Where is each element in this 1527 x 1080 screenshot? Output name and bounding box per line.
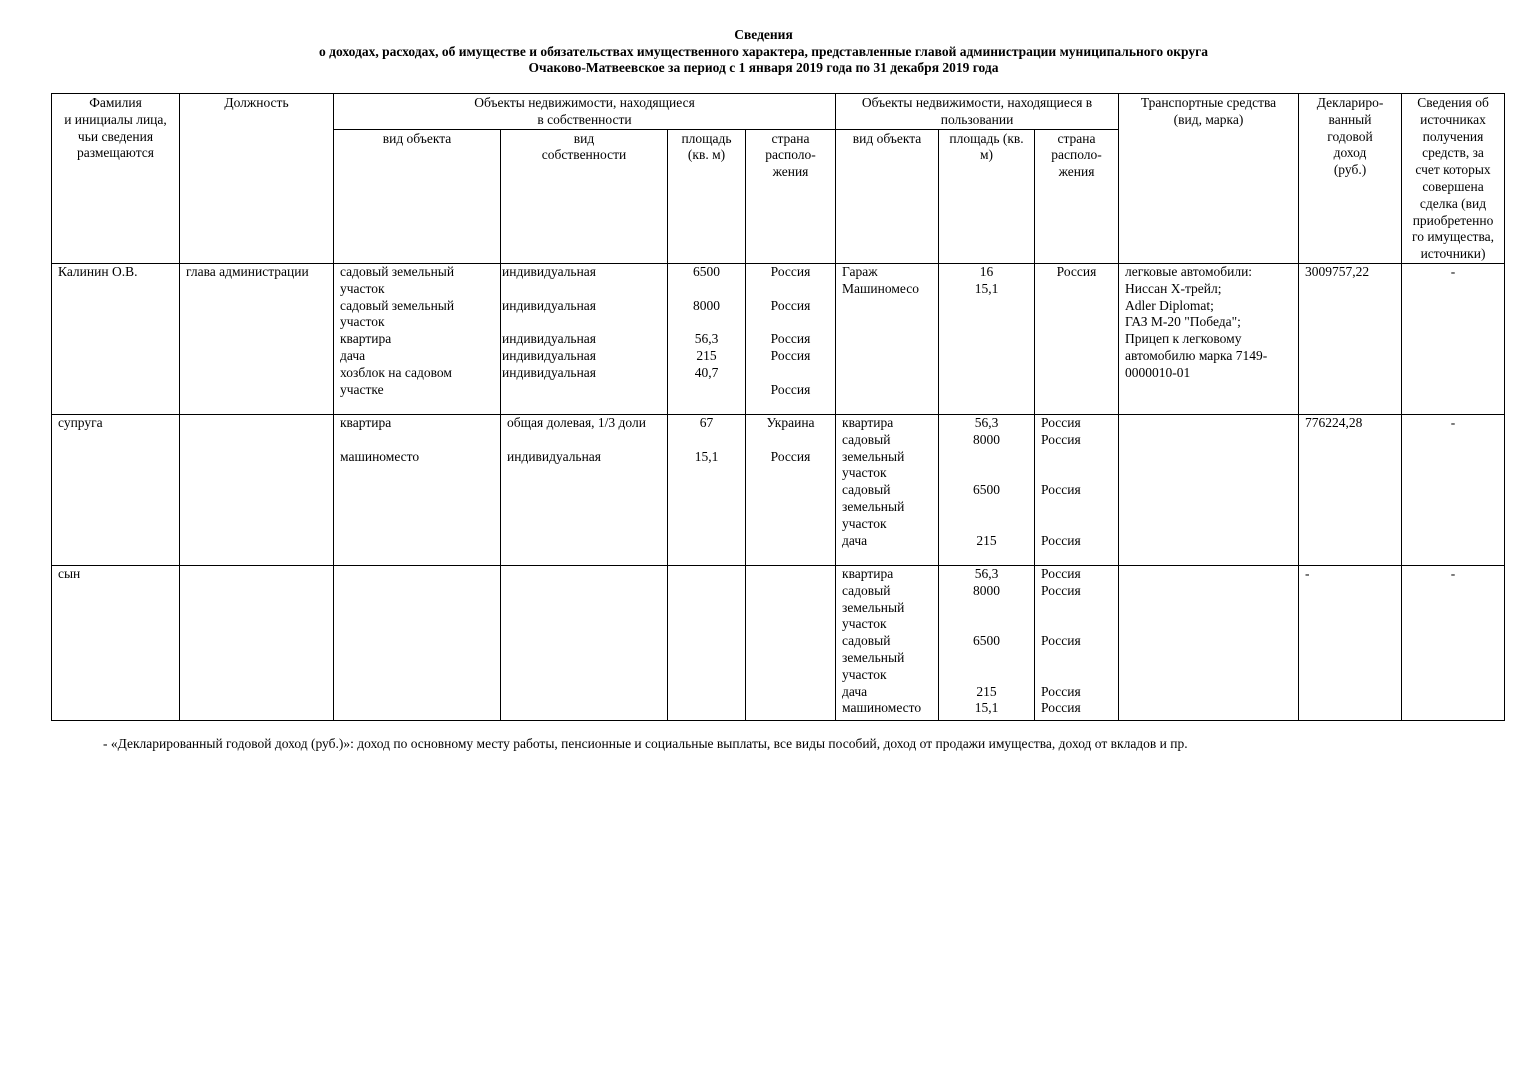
cell-line: квартира — [842, 414, 894, 430]
cell-line: Россия — [1041, 633, 1081, 649]
cell-line: индивидуальная — [502, 297, 597, 313]
cell-line: участок — [842, 515, 887, 531]
title-line-2: о доходах, расходах, об имуществе и обязательствах имущественного характера, представленные главой администрации муниципального округа — [319, 43, 1208, 59]
cell-line: площадь (кв. — [949, 130, 1024, 146]
cell-line: Россия — [770, 381, 811, 397]
cell-line: 56,3 — [694, 331, 719, 347]
cell-line: садовый земельный — [340, 297, 455, 313]
cell-line — [945, 616, 1028, 633]
cell-used-country — [1035, 263, 1119, 414]
cell-owned-type — [334, 414, 501, 565]
cell-line: квартира — [842, 565, 894, 581]
cell-line: в собственности — [537, 111, 632, 127]
cell-line — [752, 365, 829, 382]
cell-line: Россия — [1041, 565, 1081, 581]
cell-line: земельный — [842, 599, 905, 615]
cell-owned-type — [334, 565, 501, 720]
cell-line: м) — [979, 147, 994, 163]
cell-line — [1041, 499, 1112, 516]
cell-income: - — [1299, 565, 1402, 720]
cell-line — [1041, 600, 1112, 617]
header-used-group — [836, 94, 1119, 130]
cell-line: страна — [771, 130, 810, 146]
cell-line: индивидуальная — [502, 263, 597, 279]
cell-line — [674, 314, 739, 331]
cell-line: индивидуальная — [502, 331, 597, 347]
header-used-country — [1035, 129, 1119, 263]
cell-line: жения — [1058, 164, 1095, 180]
cell-line: располо- — [1051, 147, 1102, 163]
cell-line: садовый — [842, 582, 891, 598]
cell-line: Россия — [1041, 482, 1081, 498]
cell-line — [674, 281, 739, 298]
cell-line: участок — [842, 465, 887, 481]
cell-name: сын — [52, 565, 180, 720]
header-owned-country — [746, 129, 836, 263]
header-sources — [1402, 94, 1505, 264]
cell-line — [945, 499, 1028, 516]
cell-line: размещаются — [77, 145, 154, 161]
cell-line — [752, 281, 829, 298]
cell-line: Adler Diplomat; — [1125, 297, 1214, 313]
cell-line — [507, 432, 661, 449]
cell-line — [945, 449, 1028, 466]
table-row — [52, 565, 1505, 720]
cell-line: счет которых — [1415, 162, 1491, 178]
cell-line: дача — [842, 683, 868, 699]
table-body — [52, 263, 1505, 720]
cell-position — [180, 414, 334, 565]
cell-line: земельный — [842, 649, 905, 665]
cell-line — [1041, 616, 1112, 633]
cell-line: Украина — [766, 414, 815, 430]
cell-line: садовый земельный — [340, 263, 455, 279]
cell-line: 6500 — [693, 263, 720, 279]
cell-line: Россия — [770, 448, 811, 464]
cell-line: Транспортные средства — [1140, 95, 1277, 110]
cell-line — [945, 650, 1028, 667]
cell-line — [502, 281, 661, 298]
cell-line — [1041, 667, 1112, 684]
header-owned-ownership — [501, 129, 668, 263]
cell-line: Прицеп к легковому — [1125, 331, 1242, 347]
cell-owned-ownership — [501, 565, 668, 720]
cell-line: Россия — [770, 347, 811, 363]
cell-position: глава администрации — [180, 263, 334, 414]
cell-line: сделка (вид — [1419, 195, 1487, 211]
cell-line: совершена — [1422, 178, 1484, 194]
declaration-table — [51, 93, 1505, 721]
cell-line: вид — [573, 130, 595, 146]
cell-line: Сведения об — [1417, 95, 1489, 110]
cell-line: земельный — [842, 448, 905, 464]
cell-line: машиноместо — [842, 700, 922, 716]
cell-line: страна — [1057, 130, 1096, 146]
cell-sources: - — [1402, 263, 1505, 414]
cell-line: собственности — [541, 147, 627, 163]
cell-vehicles — [1119, 263, 1299, 414]
cell-used-type — [836, 565, 939, 720]
cell-line: Россия — [1041, 532, 1081, 548]
cell-line: 8000 — [973, 431, 1001, 447]
cell-line — [674, 432, 739, 449]
cell-line: 15,1 — [974, 700, 999, 716]
cell-name: супруга — [52, 414, 180, 565]
cell-line: годовой — [1327, 128, 1373, 144]
cell-line: (кв. м) — [687, 147, 726, 163]
cell-line — [945, 600, 1028, 617]
cell-line: дача — [842, 532, 868, 548]
cell-line: приобретенно — [1412, 212, 1494, 228]
cell-name: Калинин О.В. — [52, 263, 180, 414]
cell-line — [1041, 449, 1112, 466]
cell-line: Россия — [1041, 700, 1081, 716]
cell-line: ГАЗ М-20 "Победа"; — [1125, 314, 1241, 330]
cell-line: дача — [340, 347, 366, 363]
cell-line — [945, 516, 1028, 533]
cell-line: получения — [1422, 128, 1484, 144]
cell-line: 6500 — [973, 482, 1001, 498]
cell-line: (вид, марка) — [1173, 111, 1244, 127]
cell-position — [180, 565, 334, 720]
cell-line — [502, 314, 661, 331]
cell-line: (руб.) — [1333, 162, 1367, 178]
cell-line — [945, 667, 1028, 684]
cell-line: 56,3 — [974, 565, 999, 581]
table-row — [52, 263, 1505, 414]
cell-line: Россия — [770, 263, 811, 279]
cell-line: садовый — [842, 633, 891, 649]
cell-line: 15,1 — [974, 280, 999, 296]
cell-line: Россия — [1041, 582, 1081, 598]
cell-line: Деклариро- — [1316, 95, 1384, 110]
cell-line: площадь — [681, 130, 732, 146]
cell-line: индивидуальная — [507, 448, 602, 464]
cell-line: Россия — [1041, 683, 1081, 699]
cell-vehicles — [1119, 565, 1299, 720]
cell-line: квартира — [340, 414, 392, 430]
cell-used-area — [939, 565, 1035, 720]
cell-used-country — [1035, 414, 1119, 565]
header-position: Должность — [180, 94, 334, 264]
cell-line: участок — [842, 666, 887, 682]
header-used-area — [939, 129, 1035, 263]
header-owned-group — [334, 94, 836, 130]
title-line-1: Сведения — [734, 27, 793, 42]
cell-line: 16 — [979, 263, 994, 279]
cell-line: пользовании — [940, 111, 1014, 127]
cell-line: участке — [340, 381, 384, 397]
cell-line: участок — [340, 280, 385, 296]
cell-line: садовый — [842, 431, 891, 447]
cell-line: ванный — [1328, 111, 1372, 127]
cell-line: Россия — [1041, 414, 1081, 430]
cell-owned-ownership — [501, 414, 668, 565]
cell-line: Фамилия — [89, 95, 142, 110]
cell-line: индивидуальная — [502, 347, 597, 363]
cell-line: автомобилю марка 7149- — [1125, 347, 1268, 363]
cell-line: 0000010-01 — [1125, 364, 1191, 380]
cell-owned-type — [334, 263, 501, 414]
cell-line: участок — [340, 314, 385, 330]
cell-line: и инициалы лица, — [64, 111, 167, 127]
cell-line: индивидуальная — [502, 364, 597, 380]
cell-line: 8000 — [693, 297, 720, 313]
cell-owned-country — [746, 565, 836, 720]
cell-line: участок — [842, 616, 887, 632]
cell-sources: - — [1402, 414, 1505, 565]
cell-line: доход — [1333, 145, 1367, 161]
cell-line: Машиномесо — [842, 280, 919, 296]
cell-line: 6500 — [973, 633, 1001, 649]
cell-line: 40,7 — [694, 364, 719, 380]
cell-line: Ниссан Х-трейл; — [1125, 280, 1222, 296]
cell-line — [1041, 516, 1112, 533]
header-name — [52, 94, 180, 264]
cell-line — [502, 382, 661, 399]
cell-line — [752, 432, 829, 449]
cell-line: Россия — [1041, 431, 1081, 447]
cell-line: Россия — [1056, 263, 1097, 279]
cell-line: 56,3 — [974, 414, 999, 430]
cell-line: 8000 — [973, 582, 1001, 598]
cell-line: легковые автомобили: — [1125, 263, 1253, 279]
cell-line — [752, 314, 829, 331]
cell-owned-area — [668, 414, 746, 565]
cell-line: Объекты недвижимости, находящиеся в — [861, 95, 1093, 110]
cell-line — [1041, 281, 1112, 298]
cell-used-type — [836, 414, 939, 565]
header-owned-type: вид объекта — [334, 129, 501, 263]
cell-line: 15,1 — [694, 448, 719, 464]
cell-income: 3009757,22 — [1299, 263, 1402, 414]
header-owned-area — [668, 129, 746, 263]
cell-income: 776224,28 — [1299, 414, 1402, 565]
document-title — [0, 27, 1527, 77]
cell-vehicles — [1119, 414, 1299, 565]
cell-line — [674, 382, 739, 399]
cell-line: чьи сведения — [77, 128, 154, 144]
cell-line: Гараж — [842, 263, 878, 279]
cell-line: Россия — [770, 297, 811, 313]
cell-line — [1041, 465, 1112, 482]
cell-line: средств, за — [1422, 145, 1484, 161]
cell-line: квартира — [340, 331, 392, 347]
cell-line: садовый — [842, 482, 891, 498]
cell-line: машиноместо — [340, 448, 420, 464]
cell-line: 67 — [699, 414, 714, 430]
cell-line: Объекты недвижимости, находящиеся — [474, 95, 695, 110]
cell-used-type — [836, 263, 939, 414]
cell-line — [945, 465, 1028, 482]
cell-owned-country — [746, 414, 836, 565]
cell-used-area — [939, 414, 1035, 565]
cell-line: 215 — [976, 532, 997, 548]
title-line-3: Очаково-Матвеевское за период с 1 января 2019 года по 31 декабря 2019 года — [528, 60, 999, 75]
footnote: - «Декларированный годовой доход (руб.)»: доход по основному месту работы, пенсионные и социальные выплаты, все виды пособий, доход от продажи имущества, доход от вкладов и пр. — [103, 736, 1188, 751]
header-income — [1299, 94, 1402, 264]
cell-line: Россия — [770, 331, 811, 347]
table-row — [52, 414, 1505, 565]
cell-line: общая долевая, 1/3 доли — [507, 414, 646, 430]
cell-used-country — [1035, 565, 1119, 720]
cell-line — [1041, 650, 1112, 667]
cell-line: 215 — [976, 683, 997, 699]
cell-line: располо- — [765, 147, 816, 163]
cell-line: земельный — [842, 498, 905, 514]
cell-line: го имущества, — [1412, 229, 1495, 245]
cell-line — [340, 432, 494, 449]
cell-line: хозблок на садовом — [340, 364, 452, 380]
header-vehicles — [1119, 94, 1299, 264]
cell-used-area — [939, 263, 1035, 414]
header-used-type: вид объекта — [836, 129, 939, 263]
cell-line: источниках — [1420, 111, 1486, 127]
cell-owned-area — [668, 263, 746, 414]
cell-line: жения — [772, 164, 809, 180]
cell-line: источники) — [1420, 246, 1486, 262]
cell-owned-ownership — [501, 263, 668, 414]
cell-sources: - — [1402, 565, 1505, 720]
cell-owned-area — [668, 565, 746, 720]
cell-owned-country — [746, 263, 836, 414]
cell-line: 215 — [696, 347, 717, 363]
